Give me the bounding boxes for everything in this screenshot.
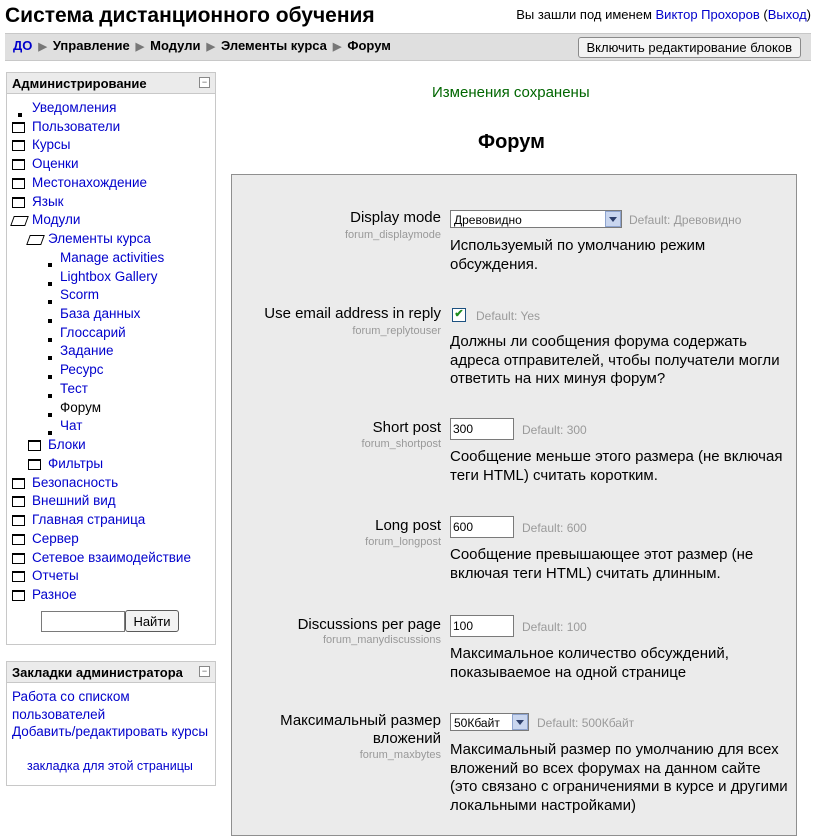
short-post-input[interactable]: 300: [450, 418, 514, 440]
admin-tree-item: [60, 400, 101, 415]
bullet-icon: [48, 292, 52, 307]
folder-icon[interactable]: [12, 552, 25, 567]
logout-paren-open: (: [763, 7, 768, 22]
admin-tree-item: [60, 325, 126, 340]
user-profile-link[interactable]: Виктор Прохоров: [655, 7, 760, 22]
folder-icon[interactable]: [12, 177, 25, 192]
admin-search-button[interactable]: Найти: [125, 610, 179, 632]
admin-tree-item: [32, 156, 79, 171]
discussions-per-page-input[interactable]: 100: [450, 615, 514, 637]
bullet-icon: [18, 105, 22, 120]
bookmark-link-users[interactable]: Работа со списком пользователей: [12, 689, 130, 722]
setting-name: forum_longpost: [365, 536, 441, 548]
admin-tree-item: [32, 587, 77, 602]
long-post-input[interactable]: 600: [450, 516, 514, 538]
turn-editing-on-button[interactable]: Включить редактирование блоков: [578, 37, 802, 58]
folder-icon[interactable]: [28, 439, 41, 454]
bullet-icon: [48, 311, 52, 326]
folder-icon[interactable]: [12, 514, 25, 529]
admin-tree-item: [60, 418, 82, 433]
admin-tree-link[interactable]: Блоки: [48, 437, 86, 453]
setting-label: Максимальный размер: [280, 712, 441, 729]
admin-tree-item: [60, 269, 158, 284]
folder-icon[interactable]: [12, 158, 25, 173]
site-title: Система дистанционного обучения: [5, 4, 375, 27]
bookmark-link-courses[interactable]: Добавить/редактировать курсы: [12, 724, 209, 739]
admin-tree-item: [32, 531, 79, 546]
bullet-icon: [48, 255, 52, 270]
admin-tree-link[interactable]: Чат: [60, 418, 83, 434]
admin-tree-item: [32, 194, 64, 209]
setting-label-continued: вложений: [372, 730, 441, 747]
admin-block-header: [7, 73, 215, 94]
breadcrumb-course-elements[interactable]: Элементы курса: [220, 38, 327, 53]
block-hide-icon[interactable]: −: [199, 666, 210, 677]
setting-label: Short post: [372, 419, 441, 436]
admin-tree-item: [32, 568, 79, 583]
admin-tree-item: [32, 212, 80, 227]
bookmark-this-page-link[interactable]: закладка для этой страницы: [27, 759, 193, 773]
admin-tree-item: [48, 437, 86, 452]
admin-tree-link[interactable]: Безопасность: [32, 474, 119, 490]
login-info: [516, 7, 811, 22]
setting-name: forum_maxbytes: [359, 749, 441, 761]
admin-tree-item: [60, 343, 114, 358]
setting-name: forum_shortpost: [361, 438, 441, 450]
setting-name: forum_manydiscussions: [323, 634, 441, 646]
setting-label: Discussions per page: [297, 616, 441, 633]
admin-tree-link[interactable]: Глоссарий: [60, 324, 126, 340]
setting-default: Default: 300: [522, 423, 587, 437]
admin-tree-link[interactable]: Разное: [32, 586, 77, 602]
setting-description: Максимальный размер по умолчанию для всех вложений во всех форумах на данном сайте (это связано с ограничениями в курсе и другими локальными настройками): [450, 741, 788, 814]
admin-tree-item: [32, 137, 70, 152]
bullet-icon: [48, 405, 52, 420]
admin-search-input[interactable]: [41, 611, 125, 632]
admin-tree-link[interactable]: Курсы: [32, 137, 71, 153]
folder-icon[interactable]: [12, 570, 25, 585]
setting-description: Должны ли сообщения форума содержать адреса отправителей, чтобы получатели могли ответить на них минуя форум?: [450, 333, 780, 387]
breadcrumb-separator-icon: ▶: [206, 41, 215, 53]
checkmark-icon: ✔: [454, 308, 464, 320]
setting-description: Сообщение меньше этого размера (не включая теги HTML) считать коротким.: [450, 448, 783, 484]
folder-icon[interactable]: [12, 121, 25, 136]
admin-tree-link[interactable]: Местонахождение: [32, 174, 148, 190]
setting-description: Используемый по умолчанию режим обсуждения.: [450, 237, 706, 273]
breadcrumb-home[interactable]: ДО: [13, 38, 33, 53]
admin-tree-item: [60, 287, 99, 302]
admin-bookmarks-block: [6, 661, 216, 786]
folder-icon[interactable]: [12, 196, 25, 211]
folder-icon[interactable]: [12, 477, 25, 492]
admin-tree-link[interactable]: Тест: [60, 380, 88, 396]
bullet-icon: [48, 386, 52, 401]
logout-paren-close: ): [806, 7, 811, 22]
setting-default: Default: 600: [522, 521, 587, 535]
navbar: [5, 33, 811, 61]
setting-description: Максимальное количество обсуждений, показываемое на одной странице: [450, 645, 729, 681]
folder-icon[interactable]: [12, 533, 25, 548]
admin-tree-item: [32, 475, 118, 490]
admin-tree-link[interactable]: Уведомления: [32, 100, 117, 115]
logout-link[interactable]: Выход: [767, 7, 807, 22]
status-message: Изменения сохранены: [432, 84, 590, 101]
admin-tree-item: [60, 381, 88, 396]
folder-icon[interactable]: [28, 458, 41, 473]
admin-tree-item: [48, 456, 103, 471]
admin-tree-link[interactable]: Форум: [60, 399, 102, 415]
bullet-icon: [48, 274, 52, 289]
breadcrumb: [13, 38, 391, 53]
bullet-icon: [48, 367, 52, 382]
admin-tree-link[interactable]: Модули: [32, 212, 81, 228]
folder-icon[interactable]: [12, 495, 25, 510]
admin-tree-item: [48, 231, 151, 246]
display-mode-select[interactable]: [450, 210, 622, 228]
admin-block-title: Администрирование: [12, 76, 147, 91]
admin-tree-link[interactable]: Ресурс: [60, 362, 104, 378]
admin-tree-link[interactable]: Внешний вид: [32, 493, 116, 509]
bookmarks-block-title: Закладки администратора: [12, 665, 183, 680]
admin-tree-item: [32, 100, 116, 115]
login-prefix: Вы зашли под именем: [516, 7, 652, 22]
folder-icon[interactable]: [12, 139, 25, 154]
admin-tree-item: [32, 512, 145, 527]
admin-tree-link[interactable]: База данных: [60, 306, 141, 322]
setting-default: Default: 100: [522, 620, 587, 634]
breadcrumb-modules[interactable]: Модули: [150, 38, 201, 53]
setting-default: Default: 500Кбайт: [537, 716, 635, 730]
display-mode-value: Древовидно: [454, 213, 522, 227]
admin-tree-item: [32, 119, 120, 134]
bullet-icon: [48, 348, 52, 363]
bookmarks-block-header: [7, 662, 215, 683]
admin-tree-link[interactable]: Scorm: [60, 287, 100, 303]
setting-label: Long post: [375, 517, 441, 534]
setting-name: forum_displaymode: [345, 229, 441, 241]
admin-tree-link[interactable]: Сервер: [32, 530, 79, 546]
admin-tree-link[interactable]: Отчеты: [32, 568, 79, 584]
admin-tree-link[interactable]: Язык: [32, 193, 64, 209]
chevron-down-icon: [512, 714, 528, 730]
admin-tree-link[interactable]: Задание: [60, 343, 114, 359]
setting-name: forum_replytouser: [352, 325, 441, 337]
max-attachment-size-value: 50Кбайт: [454, 716, 500, 730]
admin-tree-item: [60, 250, 164, 265]
max-attachment-size-select[interactable]: [450, 713, 529, 731]
breadcrumb-management[interactable]: Управление: [52, 38, 130, 53]
admin-tree-link[interactable]: Lightbox Gallery: [60, 268, 158, 284]
admin-tree-item: [32, 550, 191, 565]
admin-tree-link[interactable]: Manage activities: [60, 249, 165, 265]
folder-open-icon[interactable]: [28, 233, 43, 248]
admin-tree-item: [32, 493, 116, 508]
folder-icon[interactable]: [12, 589, 25, 604]
setting-label: Display mode: [350, 209, 441, 226]
block-hide-icon[interactable]: −: [199, 77, 210, 88]
setting-description: Сообщение превышающее этот размер (не включая теги HTML) считать длинным.: [450, 546, 754, 582]
admin-tree-link[interactable]: Оценки: [32, 156, 79, 172]
admin-tree-link[interactable]: Фильтры: [48, 455, 104, 471]
setting-default: Default: Древовидно: [629, 213, 742, 227]
admin-tree-item: [60, 306, 140, 321]
admin-block: [6, 72, 216, 645]
setting-default: Default: Yes: [476, 309, 541, 323]
admin-tree-link[interactable]: Пользователи: [32, 118, 121, 134]
chevron-down-icon: [605, 211, 621, 227]
admin-tree-item: [60, 362, 104, 377]
settings-form: [231, 174, 797, 836]
breadcrumb-separator-icon: ▶: [135, 41, 145, 53]
admin-tree-item: [32, 175, 147, 190]
reply-to-user-checkbox[interactable]: [452, 308, 466, 322]
folder-open-icon[interactable]: [12, 214, 27, 229]
setting-label: Use email address in reply: [264, 305, 441, 322]
page-title: Форум: [478, 131, 545, 153]
admin-tree-link[interactable]: Главная страница: [32, 512, 146, 528]
breadcrumb-separator-icon: ▶: [38, 41, 47, 53]
admin-tree-link[interactable]: Элементы курса: [48, 231, 151, 247]
breadcrumb-separator-icon: ▶: [332, 41, 342, 53]
breadcrumb-forum: Форум: [347, 38, 391, 53]
admin-tree-link[interactable]: Сетевое взаимодействие: [32, 549, 191, 565]
bullet-icon: [48, 330, 52, 345]
